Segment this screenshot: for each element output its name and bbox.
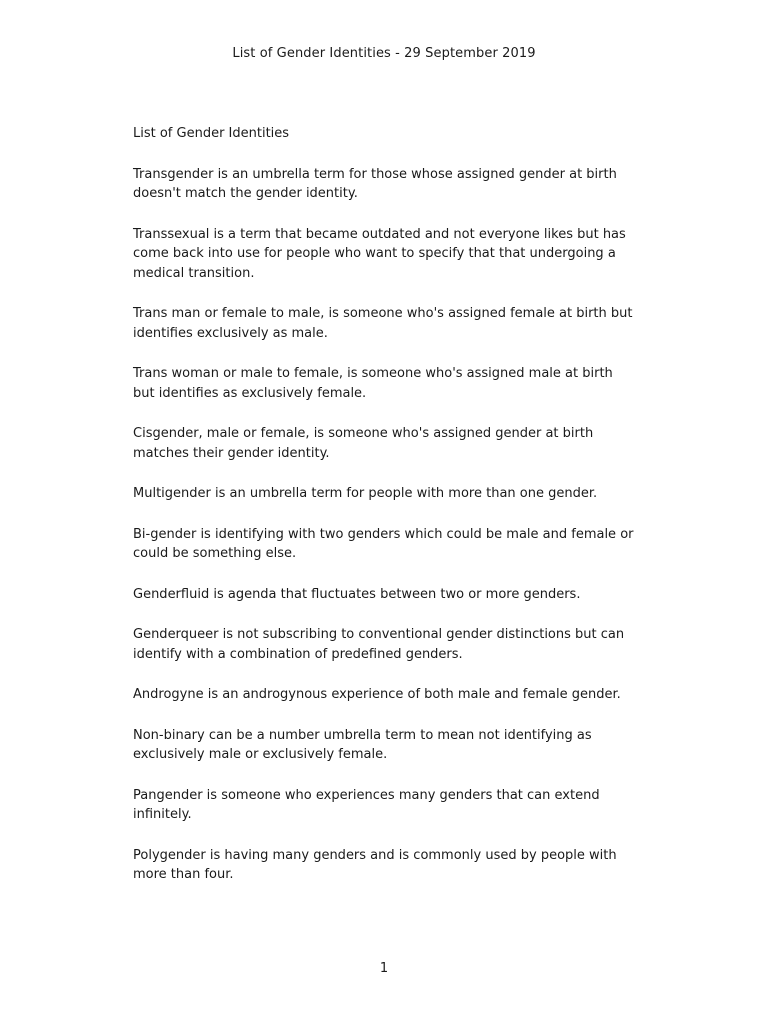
paragraph-bi-gender: Bi-gender is identifying with two genders which could be male and female or could be something else. bbox=[133, 526, 634, 561]
paragraph-genderfluid: Genderfluid is agenda that fluctuates between two or more genders. bbox=[133, 586, 581, 602]
paragraph-androgyne: Androgyne is an androgynous experience of both male and female gender. bbox=[133, 687, 621, 702]
paragraph-non-binary: Non-binary can be a number umbrella term to mean not identifying as exclusively male or exclusively female. bbox=[133, 727, 592, 762]
paragraph-trans-woman: Trans woman or male to female, is someone who's assigned male at birth but identifies as exclusively female. bbox=[133, 366, 613, 401]
paragraph-transgender: Transgender is an umbrella term for those whose assigned gender at birth doesn't match the gender identity. bbox=[133, 166, 617, 201]
paragraph-pangender: Pangender is someone who experiences many genders that can extend infinitely. bbox=[133, 787, 600, 822]
paragraph-trans-man: Trans man or female to male, is someone who's assigned female at birth but identifies exclusively as male. bbox=[133, 306, 633, 341]
paragraph-transsexual: Transsexual is a term that became outdated and not everyone likes but has come back into use for people who want to specify that that undergoing a medical transition. bbox=[133, 226, 626, 281]
document-body bbox=[133, 124, 638, 906]
paragraph-genderqueer: Genderqueer is not subscribing to conventional gender distinctions but can identify with a combination of predefined genders. bbox=[133, 627, 625, 662]
document-heading: List of Gender Identities bbox=[133, 126, 290, 141]
paragraph-cisgender: Cisgender, male or female, is someone who's assigned gender at birth matches their gender identity. bbox=[133, 426, 594, 461]
paragraph-multigender: Multigender is an umbrella term for people with more than one gender. bbox=[133, 486, 598, 501]
paragraph-polygender: Polygender is having many genders and is commonly used by people with more than four. bbox=[133, 847, 617, 882]
page-header-title: List of Gender Identities - 29 September 2019 bbox=[232, 46, 536, 61]
page-number: 1 bbox=[379, 961, 389, 976]
